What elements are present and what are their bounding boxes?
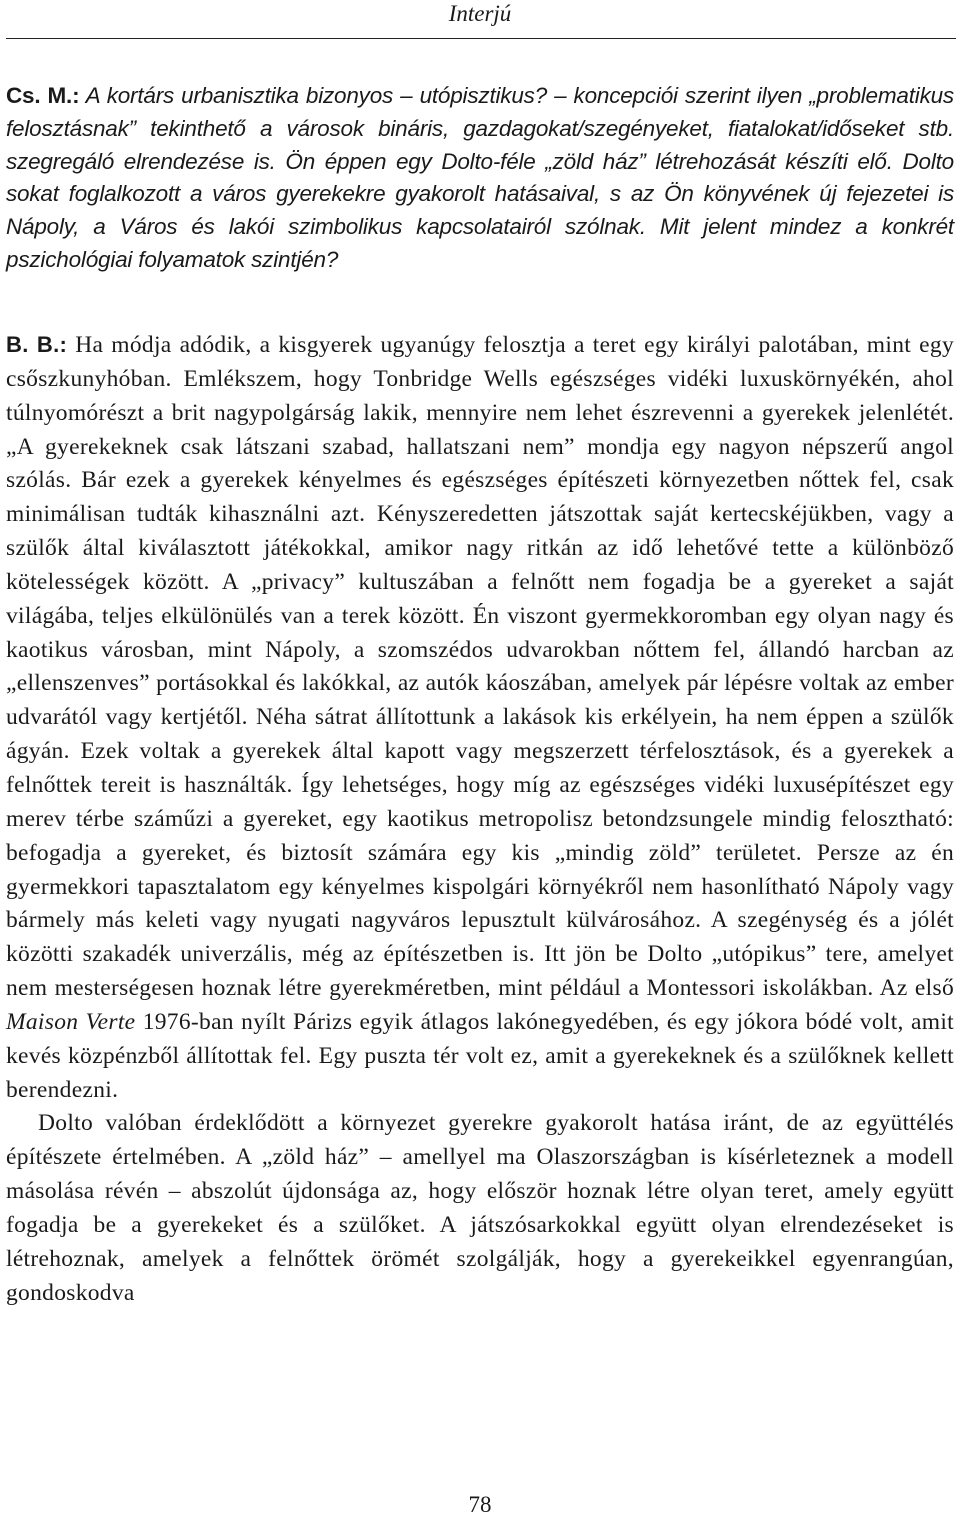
answer-italic-title: Maison Verte xyxy=(6,1008,136,1035)
answer-text-part-2: 1976-ban nyílt Párizs egyik átlagos lakónegyedében, és egy jókora bódé volt, amit kevés közpénzből állítottak fel. Egy puszta tér volt ez, amit a gyerekeknek és a szülőknek kellett berendezni. xyxy=(6,1008,955,1103)
question-speaker: Cs. M.: xyxy=(6,83,80,108)
question-text: A kortárs urbanisztika bizonyos – utópisztikus? – koncepciói szerint ilyen „problematikus felosztásnak” tekinthető a városok bináris, gazdagokat/szegényeket, fiatalokat/időseket stb. szegregáló elrendezése is. Ön éppen egy Dolto-féle „zöld ház” létrehozását készíti elő. Dolto sokat foglalkozott a város gyerekekre gyakorolt hatásaival, s az Ön könyvének új fejezetei is Nápoly, a Város és lakói szimbolikus kapcsolatairól szólnak. Mit jelent mindez a konkrét pszichológiai folyamatok szintjén? xyxy=(6,83,954,272)
page-number: 78 xyxy=(468,1492,492,1517)
answer-paragraph-1 xyxy=(6,328,954,1107)
answer-text-part-1: Ha módja adódik, a kisgyerek ugyanúgy felosztja a teret egy királyi palotában, mint egy csőszkunyhóban. Emlékszem, hogy Tonbridge Wells egészséges vidéki luxuskörnyékén, ahol túlnyomórészt a brit nagypolgárság lakik, mennyire nem lehet észrevenni a gyerekek jelenlétét. „A gyerekeknek csak látszani szabad, hallatszani nem” mondja egy nagyon népszerű angol szólás. Bár ezek a gyerekek kényelmes és egészséges építészeti környezetben nőttek fel, csak minimálisan tudták kihasználni azt. Kényszeredetten játszottak saját kertecskéjükben, vagy a szülők által kiválasztott játékokkal, amikor nagy ritkán az idő lehetővé tette a különböző kötelességek között. A „privacy” kultuszában a felnőtt nem fogadja be a gyereket a saját világába, teljes elkülönülés van a terek között. Én viszont gyermekkoromban egy olyan nagy és kaotikus városban, mint Nápoly, a szomszédos udvarokban nőttem fel, állandó harcban az „ellenszenves” portásokkal és lakókkal, az autók káoszában, amelyek pár lépésre voltak az ember udvarától vagy kertjétől. Néha sátrat állítottunk a lakások kis erkélyein, ha nem éppen a szülők ágyán. Ezek voltak a gyerekek által kapott vagy megszerzett térfelosztások, és a gyerekek a felnőttek tereit is használták. Így lehetséges, hogy míg az egészséges vidéki luxusépítészet egy merev térbe száműzi a gyereket, egy kaotikus metropolisz betondzsungele mindig felosztható: befogadja a gyereket, és biztosít számára egy kis „mindig zöld” területet. Persze az én gyermekkori tapasztalatom egy kényelmes kispolgári környékről nem hasonlítható Nápoly vagy bármely más keleti vagy nyugati nagyváros lepusztult külvárosához. A szegénység és a jólét közötti szakadék univerzális, még az építészetben is. Itt jön be Dolto „utópikus” tere, amelyet nem mesterségesen hoznak létre gyerekméretben, mint például a Montessori iskolákban. Az első xyxy=(6,332,954,1002)
answer-speaker: B. B.: xyxy=(6,332,68,357)
running-header: Interjú xyxy=(448,1,512,26)
interview-question xyxy=(6,80,954,277)
answer-paragraph-2: Dolto valóban érdeklődött a környezet gyerekre gyakorolt hatása iránt, de az együttélés építészete értelmében. A „zöld ház” – amellyel ma Olaszországban is kísérleteznek a modell másolása révén – abszolút újdonsága az, hogy először hoznak létre olyan teret, amely együtt fogadja be a gyerekeket és a szülőket. A játszósarkokkal együtt olyan elrendezéseket is létrehoznak, amelyek a felnőttek örömét szolgálják, hogy a gyerekeikkel egyenrangúan, gondoskodva xyxy=(6,1110,954,1306)
interview-answer xyxy=(6,328,954,1310)
header-rule xyxy=(6,38,956,39)
